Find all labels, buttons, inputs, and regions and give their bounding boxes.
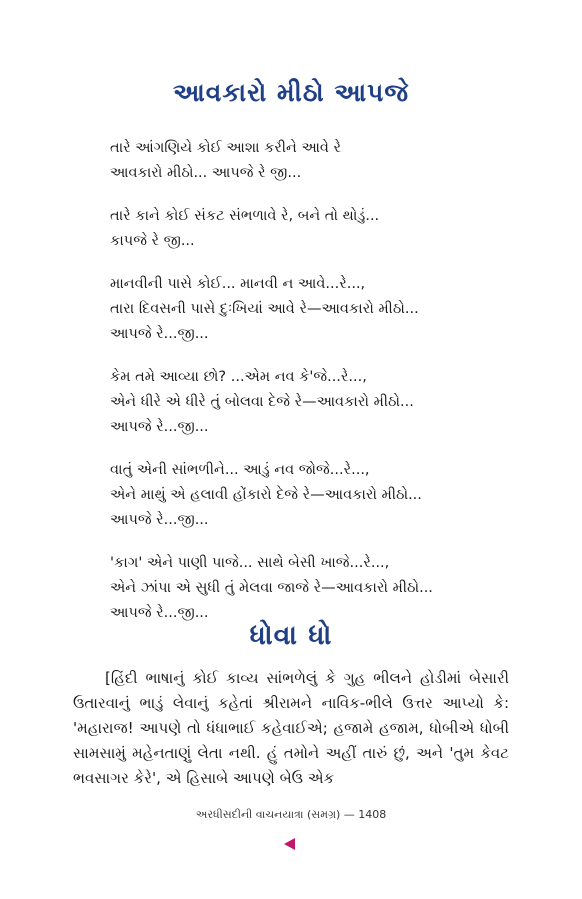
stanza [110,136,530,186]
poem-line: એને ધીરે એ ધીરે તું બોલવા દેજે રે—આવકારો મીઠો... [110,394,414,410]
poem-line: તારે કાને કોઈ સંકટ સંભળાવે રે, બને તો થોડું... [110,208,380,224]
previous-page-arrow-icon[interactable] [284,838,295,850]
stanza [110,272,530,347]
section-body [73,666,509,791]
page-footer: અરધીસદીની વાચનયાત્રા (સમગ્ર) — 1408 [195,808,387,821]
poem-line: કેમ તમે આવ્યા છો? ...એમ નવ કે'જે...રે..., [110,369,367,385]
poem-line: આપજે રે...જી... [110,605,209,621]
poem-line: એને માથું એ હલાવી હોંકારો દેજે રે—આવકારો મીઠો... [110,487,422,503]
stanza [110,204,530,254]
poem-line: આપજે રે...જી... [110,326,209,342]
poem-line: કાપજે રે જી... [110,233,195,249]
poem-line: માનવીની પાસે કોઈ... માનવી ન આવે...રે..., [110,276,366,292]
poem-line: એને ઝાંપા એ સુધી તું મેલવા જાજે રે—આવકારો મીઠો... [110,580,433,596]
poem-line: 'કાગ' એને પાણી પાજે... સાથે બેસી ખાજે...રે..., [110,555,390,571]
stanza [110,365,530,440]
poem-body [110,136,530,644]
poem-line: આપજે રે...જી... [110,512,209,528]
paragraph: [હિંદી ભાષાનું કોઈ કાવ્ય સાંભળેલું કે ગુહ ભીલને હોડીમાં બેસારી ઉતારવાનું ભાડું લેવાનું કહેતાં શ્રીરામને નાવિક-ભીલે ઉત્તર આપ્યો કે: 'મહારાજ! આપણે તો ધંધાભાઈ કહેવાઈએ; હજામે હજામ, ધોબીએ ધોબી સામસામું મહેનતાણું લેતા નથી. હું તમોને અહીં તારું છું, અને 'તુમ કેવટ ભવસાગર કેરે', એ હિસાબે આપણે બેઉ એક [73,669,509,787]
stanza [110,458,530,533]
poem-line: તારા દિવસની પાસે દુઃખિયાં આવે રે—આવકારો મીઠો... [110,301,419,317]
poem-line: વાતું એની સાંભળીને... આડું નવ જોજે...રે..., [110,462,370,478]
section-title: ધોવા ધો [249,620,333,651]
poem-line: તારે આંગણિયે કોઈ આશા કરીને આવે રે [110,140,342,156]
poem-line: આવકારો મીઠો... આપજે રે જી... [110,165,302,181]
stanza [110,551,530,626]
poem-line: આપજે રે...જી... [110,419,209,435]
poem-title: આવકારો મીઠો આપજે [172,78,409,107]
